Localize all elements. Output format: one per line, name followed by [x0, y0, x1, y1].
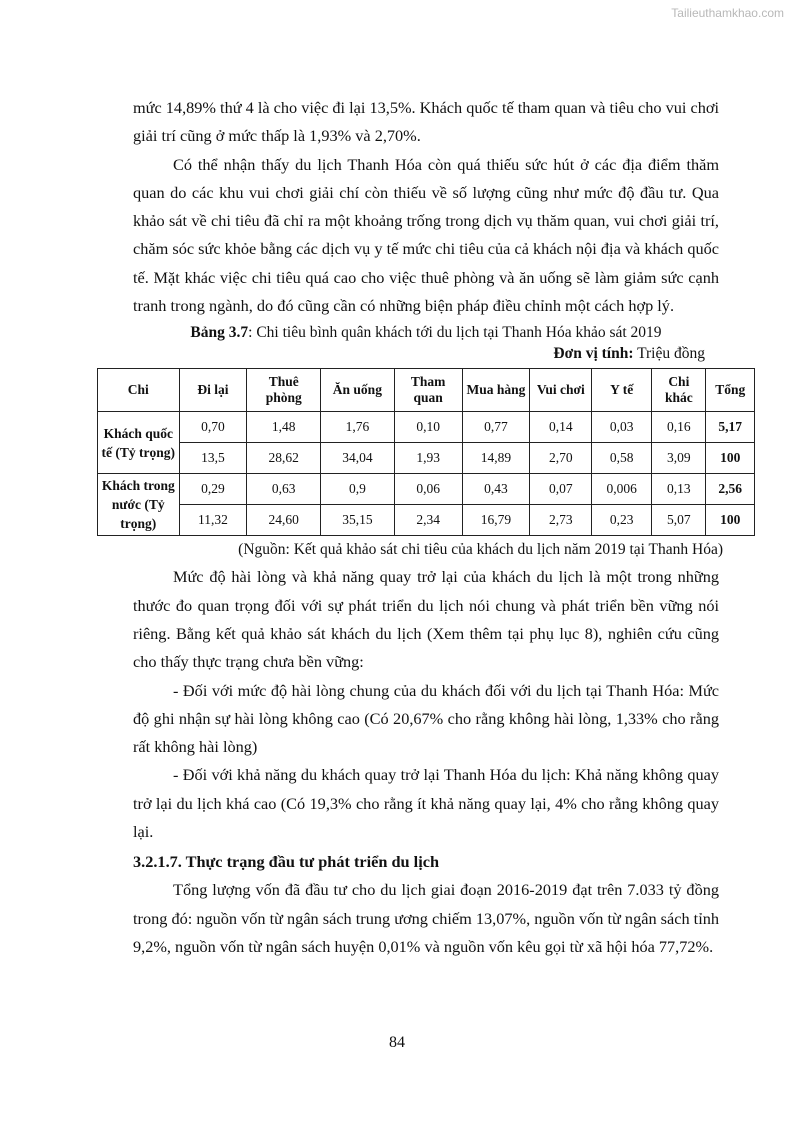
table-cell: 0,43: [462, 474, 530, 505]
paragraph-5: - Đối với khả năng du khách quay trở lại Thanh Hóa du lịch: Khả năng không quay trở lại du lịch khá cao (Có 19,3% cho rằng ít khả năng quay lại, 4% cho rằng không quay lại.: [133, 765, 719, 842]
table-cell: 0,14: [530, 412, 592, 443]
table-cell-total: 2,56: [706, 474, 755, 505]
table-cell: 0,63: [247, 474, 321, 505]
table-cell: 0,29: [179, 474, 247, 505]
table-cell: 0,23: [592, 505, 652, 536]
table-cell: 0,70: [179, 412, 247, 443]
header-cell: Ăn uống: [321, 369, 395, 412]
table-unit-value: Triệu đồng: [633, 345, 705, 363]
table-cell-total: 100: [706, 443, 755, 474]
header-cell: Tham quan: [394, 369, 462, 412]
table-cell: 1,93: [394, 443, 462, 474]
table-cell: 14,89: [462, 443, 530, 474]
table-row: [98, 412, 755, 443]
table-cell: 0,16: [652, 412, 706, 443]
paragraph-2: Có thể nhận thấy du lịch Thanh Hóa còn quá thiếu sức hút ở các địa điểm thăm quan do các khu vui chơi giải chí còn thiếu về số lượng cũng như mức độ đầu tư. Qua khảo sát về chi tiêu đã chỉ ra một khoảng trống trong dịch vụ thăm quan, vui chơi giải trí, chăm sóc sức khỏe bằng các dịch vụ y tế mức chi tiêu của cả khách nội địa và khách quốc tế. Mặt khác việc chi tiêu quá cao cho việc thuê phòng và ăn uống sẽ làm giảm sức cạnh tranh trong ngành, do đó cũng cần có những biện pháp điều chỉnh một cách hợp lý.: [133, 154, 719, 316]
table-cell: 34,04: [321, 443, 395, 474]
table-cell: 0,10: [394, 412, 462, 443]
table-cell: 16,79: [462, 505, 530, 536]
table-cell: 28,62: [247, 443, 321, 474]
paragraph-6: Tổng lượng vốn đã đầu tư cho du lịch giai đoạn 2016-2019 đạt trên 7.033 tỷ đồng trong đó: nguồn vốn từ ngân sách trung ương chiếm 13,07%, nguồn vốn từ ngân sách tỉnh 9,2%, nguồn vốn từ ngân sách huyện 0,01% và nguồn vốn kêu gọi từ xã hội hóa 77,72%.: [133, 880, 719, 956]
spending-table: [97, 368, 755, 536]
paragraph-3: Mức độ hài lòng và khả năng quay trở lại của khách du lịch là một trong những thước đo quan trọng đối với sự phát triển du lịch nói chung và phát triển bền vững nói riêng. Bằng kết quả khảo sát khách du lịch (Xem thêm tại phụ lục 8), nghiên cứu cũng cho thấy thực trạng chưa bền vững:: [133, 567, 719, 672]
table-row: [98, 505, 755, 536]
table-cell: 13,5: [179, 443, 247, 474]
table-cell: 24,60: [247, 505, 321, 536]
table-cell: 2,73: [530, 505, 592, 536]
table-unit: [133, 344, 705, 364]
table-cell: 35,15: [321, 505, 395, 536]
header-cell: Đi lại: [179, 369, 247, 412]
row-group-label: Khách quốc tế (Tỷ trọng): [98, 412, 180, 474]
table-cell: 1,48: [247, 412, 321, 443]
section-heading: 3.2.1.7. Thực trạng đầu tư phát triển du lịch: [133, 852, 440, 872]
page-content: [101, 94, 746, 961]
header-cell: Mua hàng: [462, 369, 530, 412]
table-cell-total: 100: [706, 505, 755, 536]
header-cell: Tổng: [706, 369, 755, 412]
page-number: 84: [389, 1034, 405, 1051]
header-cell: Chi khác: [652, 369, 706, 412]
table-cell: 2,70: [530, 443, 592, 474]
table-cell: 0,58: [592, 443, 652, 474]
table-cell: 0,006: [592, 474, 652, 505]
paragraph-1: mức 14,89% thứ 4 là cho việc đi lại 13,5%. Khách quốc tế tham quan và tiêu cho vui chơi giải trí cũng ở mức thấp là 1,93% và 2,70%.: [133, 98, 719, 146]
table-cell: 0,06: [394, 474, 462, 505]
watermark: Tailieuthamkhao.com: [671, 6, 784, 20]
header-cell: Thuê phòng: [247, 369, 321, 412]
row-group-label: Khách trong nước (Tỷ trọng): [98, 474, 180, 536]
header-cell: Y tế: [592, 369, 652, 412]
table-caption-text: : Chi tiêu bình quân khách tới du lịch tại Thanh Hóa khảo sát 2019: [248, 324, 662, 342]
table-row: [98, 443, 755, 474]
table-cell: 0,13: [652, 474, 706, 505]
table-cell: 3,09: [652, 443, 706, 474]
table-cell: 11,32: [179, 505, 247, 536]
table-source: (Nguồn: Kết quả khảo sát chi tiêu của khách du lịch năm 2019 tại Thanh Hóa): [238, 541, 723, 559]
table-cell: 5,07: [652, 505, 706, 536]
table-cell: 0,77: [462, 412, 530, 443]
table-cell: 2,34: [394, 505, 462, 536]
table-unit-label: Đơn vị tính:: [553, 345, 634, 363]
table-cell: 0,9: [321, 474, 395, 505]
table-cell: 0,07: [530, 474, 592, 505]
paragraph-4: - Đối với mức độ hài lòng chung của du khách đối với du lịch tại Thanh Hóa: Mức độ ghi nhận sự hài lòng không cao (Có 20,67% cho rằng không hài lòng, 1,33% cho rằng rất không hài lòng): [133, 680, 719, 757]
table-caption: [133, 322, 719, 344]
table-cell: 0,03: [592, 412, 652, 443]
table-row: [98, 474, 755, 505]
header-cell: Chi: [98, 369, 180, 412]
header-cell: Vui chơi: [530, 369, 592, 412]
table-caption-label: Bảng 3.7: [190, 324, 249, 342]
table-cell-total: 5,17: [706, 412, 755, 443]
table-cell: 1,76: [321, 412, 395, 443]
table-header-row: [98, 369, 755, 412]
